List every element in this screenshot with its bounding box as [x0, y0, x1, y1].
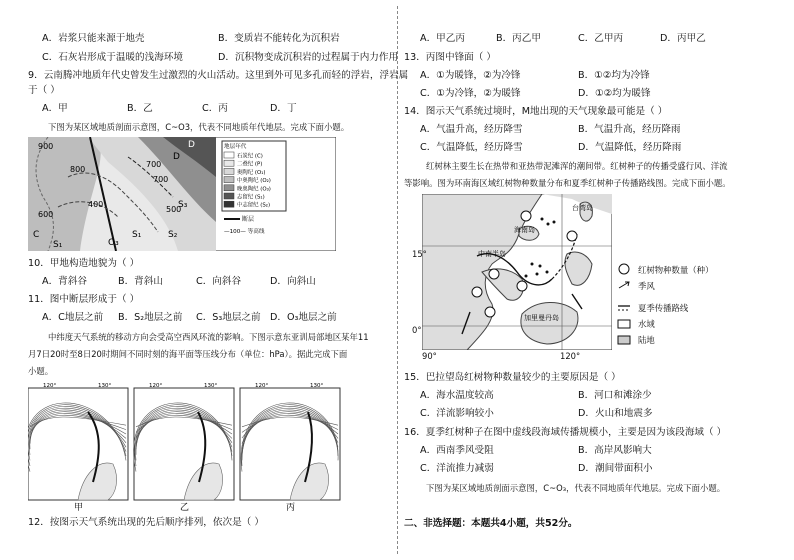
- lon-tick: 120°: [255, 383, 269, 389]
- pressure-maps: [28, 382, 346, 512]
- contour-700a: 700: [146, 160, 162, 169]
- q14-option-a[interactable]: A．气温升高，经历降雪: [420, 124, 523, 135]
- q11-option-c[interactable]: C．S₃地层之前: [196, 312, 261, 323]
- legend-swatch: [224, 201, 234, 207]
- map1-caption: 下图为某区域地质剖面示意图，C~O3，代表不同地质年代地层。完成下面小题。: [48, 122, 350, 132]
- lon-120: 120°: [560, 351, 581, 361]
- lon-tick: 130°: [310, 383, 324, 389]
- q12-option-c[interactable]: C．乙甲丙: [578, 33, 624, 44]
- legend-label: 石炭纪 (C): [237, 153, 263, 160]
- q15-option-c[interactable]: C．洋流影响较小: [420, 408, 494, 419]
- label-hainan: 海南岛: [514, 226, 535, 234]
- label-o3: O₃: [108, 238, 119, 248]
- q9-option-b[interactable]: B．乙: [127, 103, 153, 114]
- q15-option-b[interactable]: B．河口和滩涂少: [578, 390, 652, 401]
- contour-400: 400: [88, 200, 104, 209]
- legend-label: 晚奥陶纪 (O₃): [237, 186, 271, 193]
- lon-90: 90°: [422, 351, 437, 361]
- intro-pressure-1: 中纬度天气系统的移动方向会受高空西风环流的影响。下图示意东亚训局部地区某年11: [48, 332, 369, 342]
- q11-option-a[interactable]: A．C地层之前: [42, 312, 104, 323]
- q16-option-b[interactable]: B．高岸风影响大: [578, 445, 652, 456]
- label-s3: S₃: [178, 200, 188, 210]
- legend-label: 奥陶纪 (O₁): [237, 169, 266, 176]
- pressure-map-2: [134, 383, 234, 512]
- lat-15: 15°: [412, 249, 427, 259]
- lon-tick: 130°: [204, 383, 218, 389]
- lat-0: 0°: [412, 325, 422, 335]
- label-s1b: S₁: [132, 230, 142, 240]
- legend-swatch: [224, 168, 234, 174]
- q13-option-c[interactable]: C．①为冷锋，②为暖锋: [420, 88, 521, 99]
- q16-option-d[interactable]: D．潮间带面积小: [578, 463, 653, 474]
- geologic-map: [28, 137, 336, 251]
- q16-option-c[interactable]: C．洋流推力减弱: [420, 463, 494, 474]
- q13-option-d[interactable]: D．①②均为暖锋: [578, 88, 651, 99]
- q10-option-a[interactable]: A．背斜谷: [42, 276, 87, 287]
- mangrove-intro-2: 等影响。图为环南海区域红树物种数量分布和夏季红树种子传播路线图。完成下面小题。: [404, 178, 731, 188]
- caption-next: 下图为某区域地质剖面示意图，C~O₃，代表不同地质年代地层。完成下面小题。: [426, 483, 726, 493]
- intro-pressure-2: 月7日20时至8日20时期间不同时刻的海平面等压线分布（单位：hPa）。据此完成下面: [28, 349, 348, 359]
- contour-900: 900: [38, 142, 54, 151]
- contour-500: 500: [166, 205, 182, 214]
- label-c: C: [33, 230, 40, 240]
- q13-option-a[interactable]: A．①为暖锋，②为冷锋: [420, 70, 521, 81]
- map-label: 丙: [286, 503, 296, 512]
- legend-monsoon: 季风: [638, 281, 655, 291]
- legend-swatch: [224, 177, 234, 183]
- q8-option-b[interactable]: B．变质岩不能转化为沉积岩: [218, 33, 340, 44]
- q14-option-b[interactable]: B．气温升高，经历降雨: [578, 124, 681, 135]
- section-heading: 二、非选择题：本题共4小题，共52分。: [404, 518, 578, 529]
- contour-800: 800: [70, 165, 86, 174]
- q15-option-a[interactable]: A．海水温度较高: [420, 390, 494, 401]
- legend-label: 中志留纪 (S₂): [237, 202, 271, 209]
- legend-water: 水域: [638, 319, 655, 329]
- pressure-map-1: [28, 383, 128, 512]
- q10-option-d[interactable]: D．向斜山: [270, 276, 316, 287]
- q11-option-b[interactable]: B．S₂地层之前: [118, 312, 183, 323]
- mangrove-legend: [616, 262, 746, 352]
- legend-fault: 断层: [242, 216, 255, 223]
- map-label: 甲: [74, 503, 84, 512]
- intro-pressure-3: 小题。: [28, 366, 54, 376]
- mangrove-intro-1: 红树林主要生长在热带和亚热带泥滩浑的潮间带。红树种子的传播受盛行风、洋流: [426, 161, 728, 171]
- lon-tick: 120°: [43, 383, 57, 389]
- legend-swatch: [224, 152, 234, 158]
- legend-route: 夏季传播路线: [638, 303, 689, 313]
- q10-option-b[interactable]: B．背斜山: [118, 276, 163, 287]
- contour-700b: 700: [153, 175, 169, 184]
- pressure-map-3: [240, 383, 340, 512]
- q16-stem: 16．夏季红树种子在图中虚线段海域传播规模小，主要是因为该段海域（ ）: [404, 427, 727, 438]
- q16-option-a[interactable]: A．西南季风受阻: [420, 445, 494, 456]
- q14-option-c[interactable]: C．气温降低，经历降雪: [420, 142, 523, 153]
- q12-option-b[interactable]: B．丙乙甲: [496, 33, 541, 44]
- q9-option-a[interactable]: A．甲: [42, 103, 68, 114]
- q12-option-a[interactable]: A．甲乙丙: [420, 33, 465, 44]
- label-jiali: 加里曼丹岛: [524, 314, 559, 322]
- legend-label: 志留纪 (S₁): [237, 194, 265, 201]
- q14-option-d[interactable]: D．气温降低，经历降雨: [578, 142, 682, 153]
- contour-600: 600: [38, 210, 54, 219]
- q12-stem: 12．按图示天气系统出现的先后顺序排列，依次是（ ）: [28, 517, 264, 528]
- q8-option-a[interactable]: A．岩浆只能来源于地壳: [42, 33, 145, 44]
- label-zhongnan: 中南半岛: [478, 250, 506, 258]
- right-column: [398, 0, 794, 560]
- legend-species: 红树物种数量（种）: [638, 265, 714, 275]
- q9-option-c[interactable]: C．丙: [202, 103, 228, 114]
- q10-option-c[interactable]: C．向斜谷: [196, 276, 242, 287]
- label-s1: S₁: [53, 240, 63, 250]
- q15-option-d[interactable]: D．火山和地震多: [578, 408, 653, 419]
- q13-option-b[interactable]: B．①②均为冷锋: [578, 70, 650, 81]
- legend-contour: —100— 等高线: [224, 229, 265, 235]
- q8-option-c[interactable]: C．石灰岩形成于温暖的浅海环境: [42, 52, 184, 63]
- lon-tick: 130°: [98, 383, 112, 389]
- legend-swatch: [224, 185, 234, 191]
- legend-label: 二叠纪 (P): [237, 161, 263, 168]
- mangrove-map: [422, 194, 612, 350]
- legend-swatch: [224, 160, 234, 166]
- q9-stem-cont: 于（ ）: [28, 85, 60, 96]
- legend-swatch: [224, 193, 234, 199]
- q12-option-d[interactable]: D．丙甲乙: [660, 33, 706, 44]
- label-taiwan: 台湾岛: [572, 204, 593, 212]
- map-label: 乙: [180, 503, 190, 512]
- q10-stem: 10．甲地构造地貌为（ ）: [28, 258, 140, 269]
- q9-stem: 9．云南腾冲地质年代史曾发生过激烈的火山活动。这里到外可见多孔而轻的浮岩，浮岩属: [28, 70, 409, 81]
- q14-stem: 14．图示天气系统过境时，M地出现的天气现象最可能是（ ）: [404, 106, 668, 117]
- q8-option-d[interactable]: D．沉积物变成沉积岩的过程属于内力作用: [218, 52, 399, 63]
- lon-tick: 120°: [149, 383, 163, 389]
- q11-option-d[interactable]: D．O₃地层之前: [270, 312, 337, 323]
- q9-option-d[interactable]: D．丁: [270, 103, 297, 114]
- label-s2: S₂: [168, 230, 178, 240]
- q15-stem: 15．巴拉望岛红树物种数量较少的主要原因是（ ）: [404, 372, 621, 383]
- label-d2: D: [173, 152, 180, 162]
- label-d1: D: [188, 140, 195, 150]
- legend-label: 中奥陶纪 (O₂): [237, 178, 271, 185]
- legend-land: 陆地: [638, 335, 655, 345]
- legend-title: 地层年代: [224, 144, 247, 150]
- q13-stem: 13．丙图中锋面（ ）: [404, 52, 497, 63]
- q11-stem: 11．图中断层形成于（ ）: [28, 294, 140, 305]
